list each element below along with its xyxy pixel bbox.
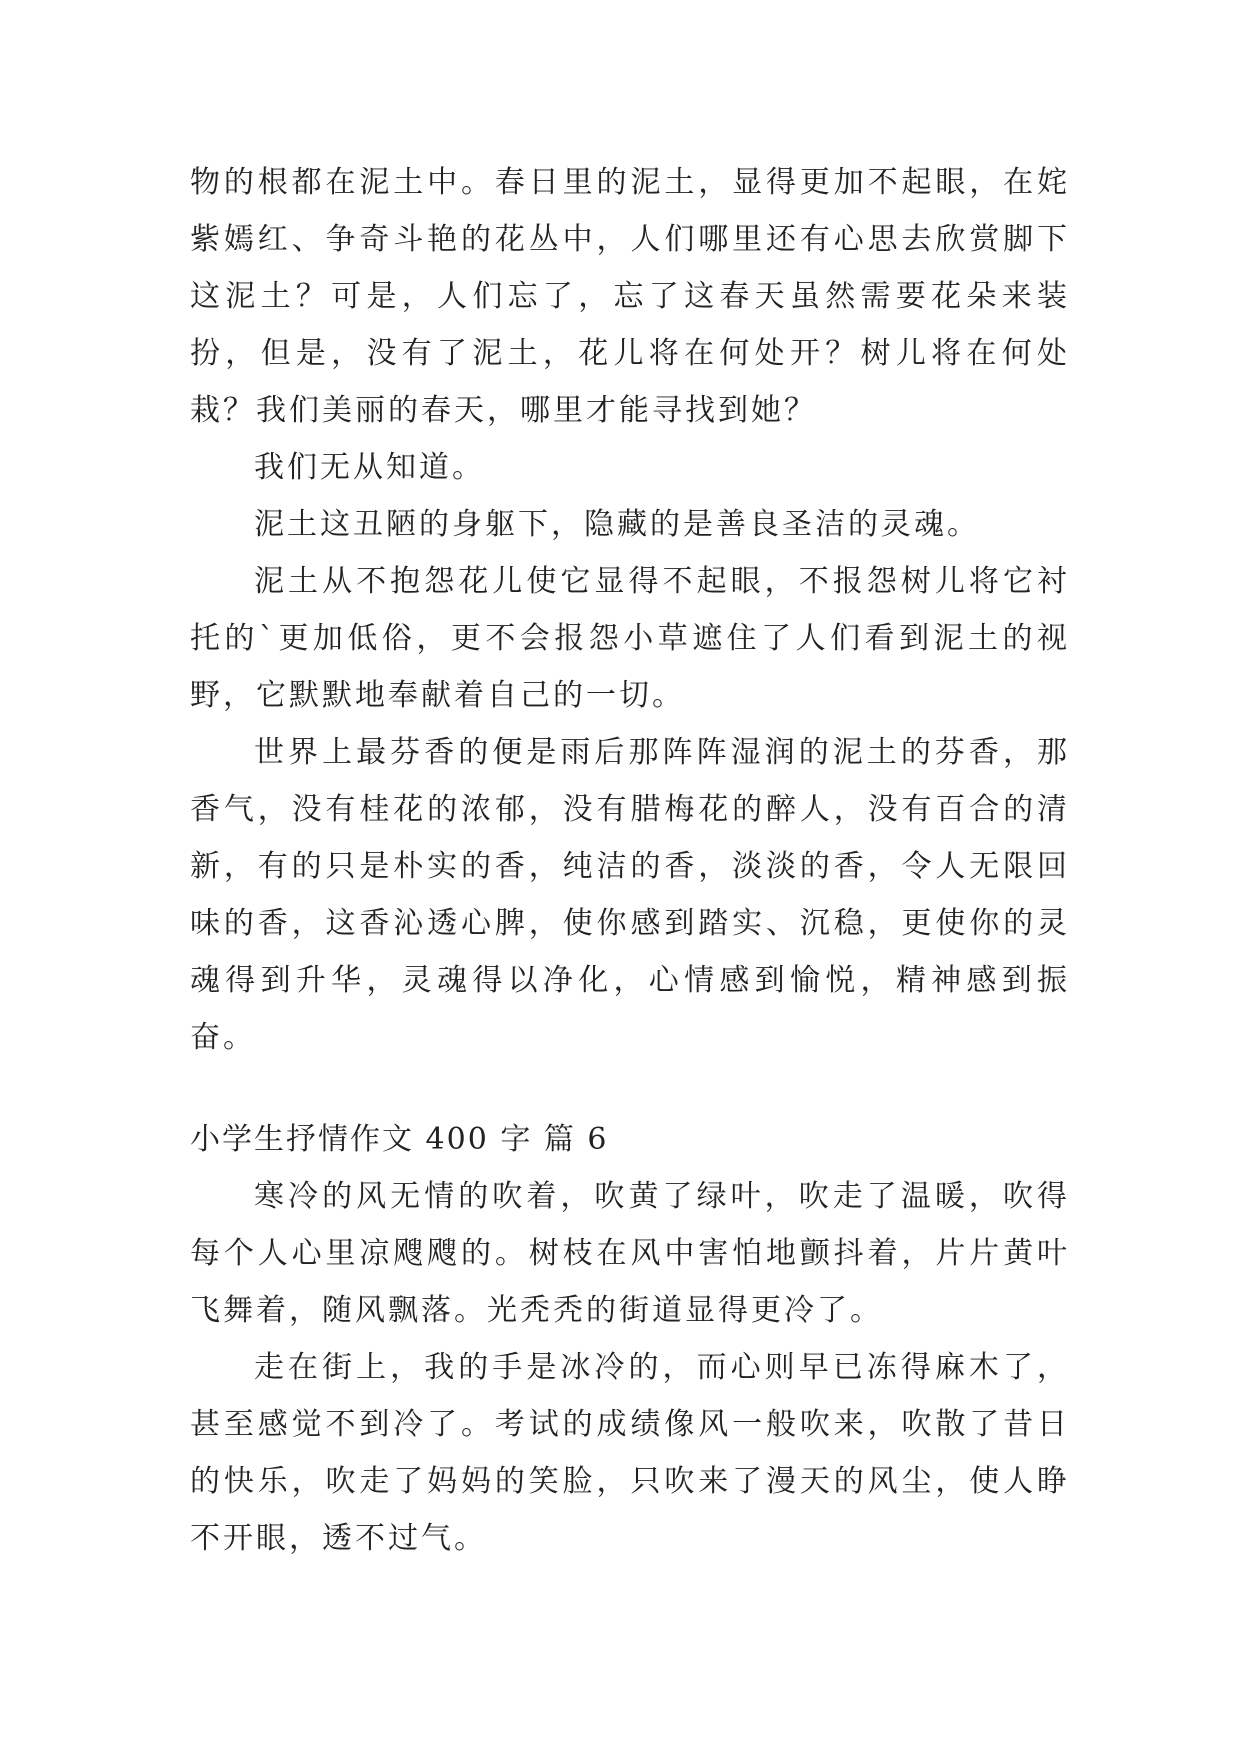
paragraph: 泥土这丑陋的身躯下，隐藏的是善良圣洁的灵魂。 (254, 507, 980, 542)
paragraph: 走在街上，我的手是冰冷的，而心则早已冻得麻木了，甚至感觉不到冷了。考试的成绩像风一般吹来，吹散了昔日的快乐，吹走了妈妈的笑脸，只吹来了漫天的风尘，使人睁不开眼，透不过气。 (190, 1350, 1070, 1556)
section-heading: 小学生抒情作文 400 字 篇 6 (190, 1122, 609, 1157)
paragraph: 我们无从知道。 (254, 450, 485, 485)
paragraph-continuation: 物的根都在泥土中。春日里的泥土，显得更加不起眼，在姹紫嫣红、争奇斗艳的花丛中，人们哪里还有心思去欣赏脚下这泥土？可是，人们忘了，忘了这春天虽然需要花朵来装扮，但是，没有了泥土，花儿将在何处开？树儿将在何处栽？我们美丽的春天，哪里才能寻找到她？ (190, 165, 1070, 428)
paragraph: 寒冷的风无情的吹着，吹黄了绿叶，吹走了温暖，吹得每个人心里凉飕飕的。树枝在风中害怕地颤抖着，片片黄叶飞舞着，随风飘落。光秃秃的街道显得更冷了。 (190, 1179, 1070, 1328)
paragraph: 泥土从不抱怨花儿使它显得不起眼，不报怨树儿将它衬托的`更加低俗，更不会报怨小草遮住了人们看到泥土的视野，它默默地奉献着自己的一切。 (190, 564, 1070, 713)
document-body (190, 154, 1070, 1567)
paragraph: 世界上最芬香的便是雨后那阵阵湿润的泥土的芬香，那香气，没有桂花的浓郁，没有腊梅花的醉人，没有百合的清新，有的只是朴实的香，纯洁的香，淡淡的香，令人无限回味的香，这香沁透心脾，使你感到踏实、沉稳，更使你的灵魂得到升华，灵魂得以净化，心情感到愉悦，精神感到振奋。 (190, 735, 1070, 1055)
